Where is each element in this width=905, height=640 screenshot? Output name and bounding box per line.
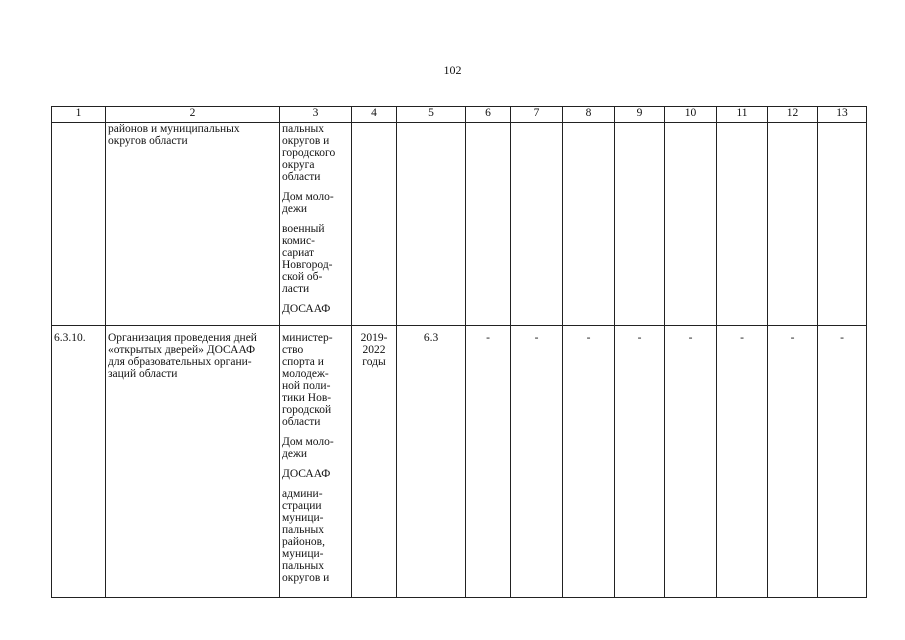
row-number-cell [52, 123, 106, 326]
page-number: 102 [443, 63, 462, 77]
column-header: 2 [106, 107, 280, 123]
column-header: 9 [615, 107, 665, 123]
executor: админи- страции муници- пальных районов, муници- пальных округов и [282, 488, 330, 584]
period-cell [352, 123, 397, 326]
value-cell: - [768, 326, 818, 598]
executors-cell [280, 326, 352, 598]
row-number-cell: 6.3.10. [52, 326, 106, 598]
target-cell [397, 123, 466, 326]
column-header: 4 [352, 107, 397, 123]
value-cell [466, 123, 511, 326]
table-row [52, 326, 867, 598]
executor: министер- ство спорта и молодеж- ной поли- тики Нов- городской области [282, 332, 333, 428]
column-header: 10 [665, 107, 717, 123]
value-cell [717, 123, 768, 326]
value-cell [615, 123, 665, 326]
value-cell: - [466, 326, 511, 598]
target-cell: 6.3 [397, 326, 466, 598]
executors-cell [280, 123, 352, 326]
executor: ДОСААФ [282, 468, 331, 480]
value-cell: - [563, 326, 615, 598]
executor: пальных округов и городского округа области [282, 123, 336, 183]
activity-name-cell: Организация проведения дней «открытых дверей» ДОСААФ для образовательных органи- заций области [106, 326, 280, 598]
column-header: 6 [466, 107, 511, 123]
executor: Дом моло- дежи [282, 191, 334, 215]
executor: Дом моло- дежи [282, 436, 334, 460]
value-cell: - [665, 326, 717, 598]
column-header: 13 [818, 107, 867, 123]
header-row [52, 107, 867, 123]
value-cell [511, 123, 563, 326]
column-header: 1 [52, 107, 106, 123]
value-cell [768, 123, 818, 326]
column-header: 11 [717, 107, 768, 123]
value-cell: - [615, 326, 665, 598]
value-cell: - [818, 326, 867, 598]
activity-name-cell: районов и муниципальных округов области [106, 123, 280, 326]
table-row [52, 123, 867, 326]
executor: ДОСААФ [282, 303, 331, 315]
column-header: 7 [511, 107, 563, 123]
column-header: 5 [397, 107, 466, 123]
value-cell [563, 123, 615, 326]
executor: военный комис- сариат Новгород- ской об- ласти [282, 223, 333, 295]
period-cell: 2019- 2022 годы [352, 326, 397, 598]
value-cell: - [511, 326, 563, 598]
column-header: 8 [563, 107, 615, 123]
column-header: 12 [768, 107, 818, 123]
program-table [51, 106, 867, 598]
value-cell [665, 123, 717, 326]
column-header: 3 [280, 107, 352, 123]
value-cell [818, 123, 867, 326]
value-cell: - [717, 326, 768, 598]
